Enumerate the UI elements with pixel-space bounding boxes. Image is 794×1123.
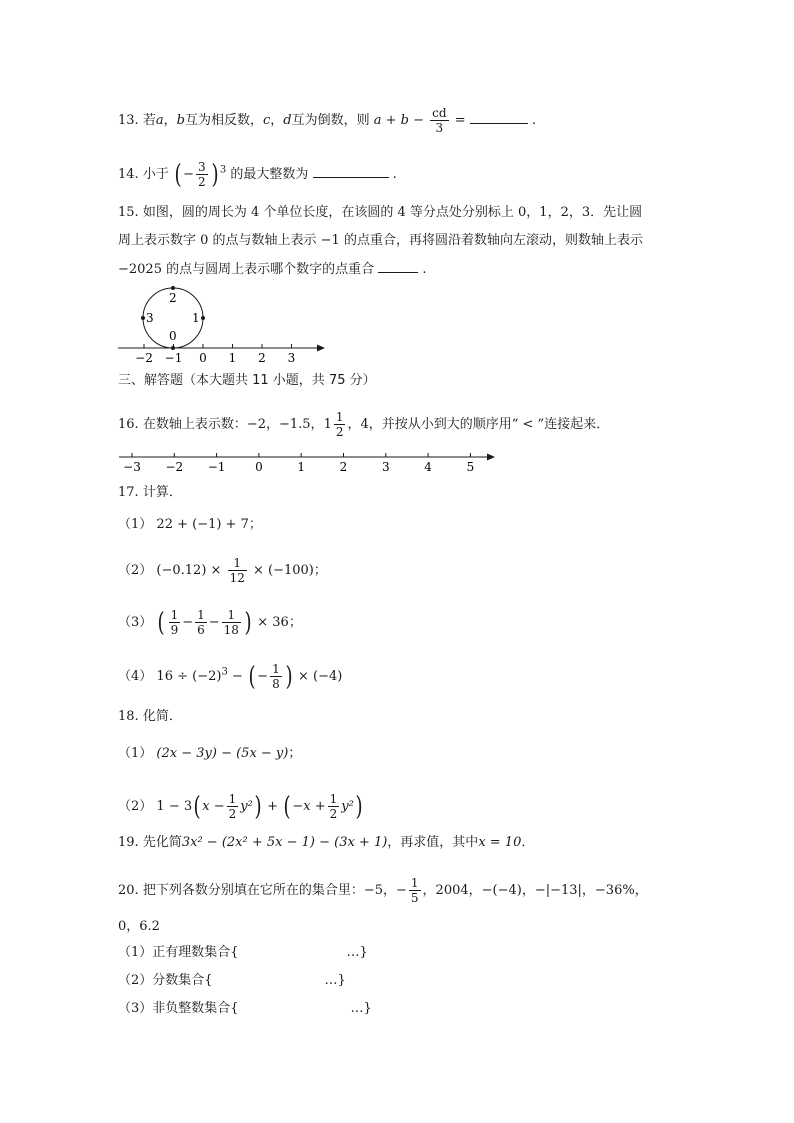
circle-point-left: [141, 316, 145, 320]
answer-blank-13[interactable]: [470, 111, 528, 124]
q18-p2-term-2: −x +: [292, 799, 326, 814]
q17-p3-frac-1: [169, 608, 181, 637]
question-16: [118, 410, 609, 439]
q13-comma-2: ，: [270, 113, 284, 128]
right-paren: ): [211, 159, 219, 190]
minus-sign: −: [257, 669, 269, 684]
axis-arrow-q15: [317, 345, 325, 352]
part-end: ；: [313, 563, 327, 578]
question-20: [118, 876, 648, 905]
exponent: 3: [221, 666, 228, 678]
frac-numerator: 1: [222, 608, 241, 623]
frac-denominator: 12: [229, 571, 245, 585]
set-label: （2）分数集合{: [118, 973, 213, 988]
q18-p2-y-squared-2: y²: [341, 799, 354, 814]
q14-minus: −: [183, 167, 195, 182]
q13-comma: ，: [163, 113, 177, 128]
frac-denominator: 5: [410, 891, 419, 905]
q13-text-1: 互为相反数，: [184, 113, 263, 128]
var-a: a: [155, 113, 164, 128]
frac-numerator: 1: [335, 410, 344, 424]
axis-tick-label: 3: [287, 351, 296, 365]
q18-p1-expression: (2x − 3y) − (5x − y): [156, 746, 289, 761]
question-14: [118, 160, 397, 189]
question-19: [118, 834, 534, 852]
part-label: （1）: [118, 746, 153, 761]
q19-number: 19.: [118, 835, 139, 850]
question-13: [118, 106, 536, 135]
circle-label-1: 1: [192, 311, 200, 325]
q17-p2-post: × (−100): [253, 563, 314, 578]
frac-denominator: 8: [272, 677, 280, 691]
var-c: c: [262, 113, 271, 128]
axis-tick-label: −1: [207, 460, 226, 474]
minus-sign: −: [396, 883, 407, 898]
q17-p3-frac-2: [195, 608, 207, 637]
left-paren: (: [283, 791, 291, 822]
q13-text-pre: 若: [142, 113, 156, 128]
circle-label-2: 2: [169, 291, 177, 305]
part-end: ；: [248, 517, 262, 532]
q18-part-2: [118, 792, 364, 821]
q20-rest: ，2004，−(−4)，−|−13|，−36%，: [422, 883, 648, 898]
q13-fraction: [430, 106, 448, 135]
q17-p3-frac-3: [222, 608, 241, 637]
q20-set-3[interactable]: [118, 1000, 372, 1018]
q18-p2-term-1: x −: [202, 799, 225, 814]
q17-p4-fraction: [270, 662, 282, 691]
q14-text-pre: 小于: [142, 167, 169, 182]
frac-numerator: 1: [228, 556, 247, 571]
q17-p1-expression: 22 + (−1) + 7: [156, 517, 249, 532]
circle-label-0: 0: [169, 329, 177, 343]
set-close-brace: }: [359, 945, 368, 960]
q15-text-2: 周上表示数字 0 的点与数轴上表示 −1 的点重合，再将圆沿着数轴向左滚动，则数轴上表示: [118, 233, 643, 248]
q17-title: 计算．: [142, 485, 182, 500]
set-ellipsis: …: [324, 973, 338, 988]
right-paren: ): [244, 607, 252, 638]
right-paren: ): [285, 661, 293, 692]
q16-fraction: [334, 410, 346, 439]
q18-p2-y-squared: y²: [240, 799, 253, 814]
frac-numerator: 1: [272, 662, 280, 676]
left-paren: (: [193, 791, 201, 822]
frac-denominator: 3: [435, 121, 444, 135]
q14-exponent: 3: [219, 164, 227, 176]
q15-end: .: [422, 262, 427, 277]
axis-tick-label: −2: [135, 351, 153, 365]
q13-text-2: 互为倒数，则: [291, 113, 370, 128]
question-15-line-3: [118, 260, 427, 279]
question-15-line-2: [118, 232, 643, 250]
set-close-brace: }: [337, 973, 346, 988]
circle-point-top: [171, 286, 175, 290]
q20-fraction: [409, 876, 421, 905]
frac-denominator: 6: [197, 623, 205, 637]
part-label: （4）: [118, 669, 153, 684]
right-paren: ): [355, 791, 363, 822]
q20-number: 20.: [118, 883, 139, 898]
axis-tick-label: −2: [165, 460, 184, 474]
q15-number: 15.: [118, 205, 139, 220]
frac-numerator: 1: [410, 876, 419, 890]
axis-tick-label: 3: [381, 460, 390, 474]
axis-tick-label: 4: [424, 460, 432, 474]
part-label: （2）: [118, 799, 153, 814]
circle-point-right: [201, 316, 205, 320]
q16-text-1: 在数轴上表示数：−2，−1.5，: [142, 417, 324, 432]
left-paren: (: [174, 159, 182, 190]
part-end: ；: [288, 746, 302, 761]
q13-equals: =: [454, 113, 466, 128]
q17-part-2: [118, 556, 327, 585]
q13-number: 13.: [118, 113, 139, 128]
frac-numerator: 1: [228, 792, 237, 806]
frac-denominator: 18: [223, 623, 239, 637]
set-label: （3）非负整数集合{: [118, 1001, 239, 1016]
q18-title: 化简．: [142, 709, 182, 724]
q16-number-line: [115, 447, 505, 477]
q17-p4-post: × (−4): [298, 669, 343, 684]
axis-tick-label: 5: [466, 460, 475, 474]
q20-line-2-text: 0，6.2: [118, 919, 160, 934]
q18-number: 18.: [118, 709, 139, 724]
q15-figure: [115, 282, 345, 372]
q18-part-1: [118, 745, 301, 763]
answer-blank-14[interactable]: [313, 165, 389, 178]
frac-numerator: 1: [197, 608, 205, 622]
part-end: ；: [288, 615, 302, 630]
q17-p4-pre: 16 ÷ (−2): [156, 669, 222, 684]
circle-label-3: 3: [146, 311, 154, 325]
q20-set-2[interactable]: [118, 972, 346, 990]
axis-tick-label: −3: [123, 460, 141, 474]
axis-tick-label: 1: [297, 460, 306, 474]
var-d: d: [283, 113, 292, 128]
axis-tick-label: −1: [164, 351, 183, 365]
q19-end: ．: [521, 835, 535, 850]
section-3-title-text: 三、解答题（本大题共 11 小题，共 75 分）: [118, 373, 376, 388]
frac-numerator: 1: [170, 608, 179, 622]
frac-denominator: 2: [228, 807, 237, 821]
q17-part-3: [118, 608, 302, 637]
set-ellipsis: …: [350, 1001, 364, 1016]
part-label: （3）: [118, 615, 153, 630]
q17-part-4: [118, 662, 342, 691]
q15-text-3: −2025 的点与圆周上表示哪个数字的点重合: [118, 262, 375, 277]
minus-sign: −: [231, 669, 243, 684]
frac-denominator: 2: [335, 425, 344, 439]
q18-p2-pre: 1 − 3: [156, 799, 193, 814]
frac-numerator: 3: [198, 160, 206, 174]
minus-sign: −: [182, 615, 194, 630]
set-close-brace: }: [363, 1001, 372, 1016]
part-label: （1）: [118, 517, 153, 532]
q20-set-1[interactable]: [118, 944, 368, 962]
q17-p2-fraction: [228, 556, 247, 585]
question-17: [118, 484, 182, 502]
frac-numerator: cd: [432, 106, 447, 120]
q14-fraction: [196, 160, 208, 189]
part-label: （2）: [118, 563, 153, 578]
var-b: b: [176, 113, 185, 128]
axis-tick-label: 0: [199, 351, 207, 365]
q19-expression: 3x² − (2x² + 5x − 1) − (3x + 1): [181, 835, 388, 850]
q19-mid: ，再求值，其中: [387, 835, 479, 850]
axis-tick-label: 0: [255, 460, 263, 474]
axis-tick-label: 2: [339, 460, 348, 474]
q19-condition: x = 10: [478, 835, 522, 850]
q14-number: 14.: [118, 167, 139, 182]
question-20-line-2: [118, 918, 160, 936]
q18-p2-frac-2: [328, 792, 340, 821]
q16-number: 16.: [118, 417, 139, 432]
set-label: （1）正有理数集合{: [118, 945, 239, 960]
section-3-title: [118, 372, 376, 390]
frac-denominator: 2: [329, 807, 338, 821]
q17-part-1: [118, 516, 262, 534]
q17-number: 17.: [118, 485, 139, 500]
plus-sign: +: [267, 799, 279, 814]
axis-tick-label: 1: [228, 351, 237, 365]
q13-expression: a + b −: [373, 113, 425, 128]
q19-pre: 先化简: [142, 835, 182, 850]
frac-denominator: 2: [198, 175, 206, 189]
set-ellipsis: …: [346, 945, 360, 960]
q17-p2-pre: (−0.12) ×: [156, 563, 222, 578]
q14-text-post: 的最大整数为: [230, 167, 309, 182]
axis-tick-label: 2: [258, 351, 266, 365]
frac-denominator: 9: [170, 623, 179, 637]
question-18: [118, 708, 182, 726]
q17-p3-post: × 36: [257, 615, 289, 630]
answer-blank-15[interactable]: [378, 260, 418, 273]
minus-sign: −: [208, 615, 220, 630]
q16-mixed-whole: 1: [323, 417, 332, 432]
right-paren: ): [254, 791, 262, 822]
q15-text-1: 如图，圆的周长为 4 个单位长度，在该圆的 4 等分点处分别标上 0，1，2，3．先让圆: [142, 205, 643, 220]
q13-end: .: [531, 113, 537, 128]
q14-end: .: [392, 167, 397, 182]
q20-text: 把下列各数分别填在它所在的集合里：−5，: [142, 883, 396, 898]
axis-arrow-q16: [487, 454, 495, 461]
frac-numerator: 1: [329, 792, 338, 806]
left-paren: (: [157, 607, 166, 638]
question-15-line-1: [118, 204, 642, 222]
q18-p2-frac-1: [227, 792, 239, 821]
left-paren: (: [248, 661, 256, 692]
q16-text-2: ，4，并按从小到大的顺序用“ < ”连接起来．: [347, 417, 610, 432]
